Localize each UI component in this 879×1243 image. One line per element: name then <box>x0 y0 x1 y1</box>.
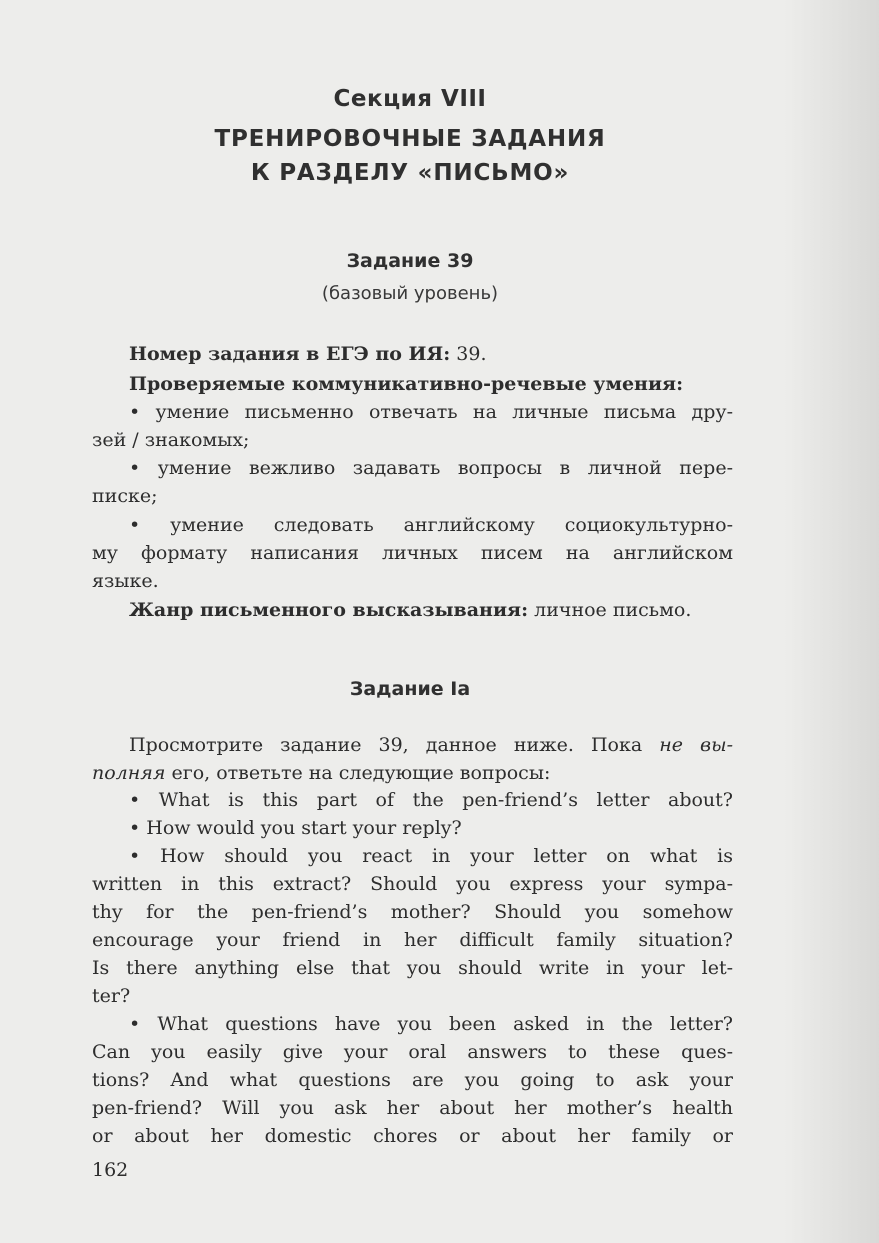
intro-italic-text: полняя <box>92 762 166 784</box>
genre-line <box>129 596 729 624</box>
question-line: Can you easily give your oral answers to these ques- <box>92 1041 733 1063</box>
question-line: • What is this part of the pen-friend’s letter about? <box>129 789 733 811</box>
section-heading: Секция VIII <box>333 86 487 112</box>
question-line: or about her domestic chores or about her family or <box>92 1125 733 1147</box>
skill-line: му формату написания личных писем на английском <box>92 542 733 564</box>
skill-line: писке; <box>92 485 158 507</box>
skill-line: • умение вежливо задавать вопросы в личной пере- <box>129 457 733 479</box>
question-line: tions? And what questions are you going to ask your <box>92 1069 733 1091</box>
question-line: written in this extract? Should you express your sympa- <box>92 873 733 895</box>
exam-number-label: Номер задания в ЕГЭ по ИЯ: <box>129 343 451 365</box>
question-line: ter? <box>92 985 131 1007</box>
skill-line: • умение следовать английскому социокультурно- <box>129 514 733 536</box>
question-line: • How should you react in your letter on what is <box>129 845 733 867</box>
question-line: • What questions have you been asked in the letter? <box>129 1013 733 1035</box>
page-number: 162 <box>92 1159 129 1181</box>
task-39-heading: Задание 39 <box>346 250 474 272</box>
page-edge-shadow <box>784 0 879 1243</box>
question-line: pen-friend? Will you ask her about her mother’s health <box>92 1097 733 1119</box>
skill-line: • умение письменно отвечать на личные письма дру- <box>129 401 733 423</box>
skills-label: Проверяемые коммуникативно-речевые умения: <box>129 373 684 395</box>
intro-text: его, ответьте на следующие вопросы: <box>171 762 551 784</box>
chapter-title-line-1: ТРЕНИРОВОЧНЫЕ ЗАДАНИЯ <box>214 126 606 152</box>
genre-value: личное письмо. <box>534 599 692 621</box>
exam-number-value: 39. <box>456 343 487 365</box>
skill-line: зей / знакомых; <box>92 429 250 451</box>
chapter-title-line-2: К РАЗДЕЛУ «ПИСЬМО» <box>250 160 570 186</box>
question-line: thy for the pen-friend’s mother? Should you somehow <box>92 901 733 923</box>
task-ia-heading: Задание Ia <box>349 678 471 700</box>
question-line: Is there anything else that you should write in your let- <box>92 957 733 979</box>
intro-line <box>129 731 733 759</box>
exam-number-line <box>129 340 729 368</box>
skill-line: языке. <box>92 570 159 592</box>
task-39-level: (базовый уровень) <box>321 283 499 304</box>
question-line: encourage your friend in her difficult family situation? <box>92 929 733 951</box>
intro-line <box>92 759 733 787</box>
intro-italic-text: не вы- <box>659 734 733 756</box>
intro-text: Просмотрите задание 39, данное ниже. Пока <box>129 734 643 756</box>
genre-label: Жанр письменного высказывания: <box>129 599 529 621</box>
question-line: • How would you start your reply? <box>129 817 462 839</box>
